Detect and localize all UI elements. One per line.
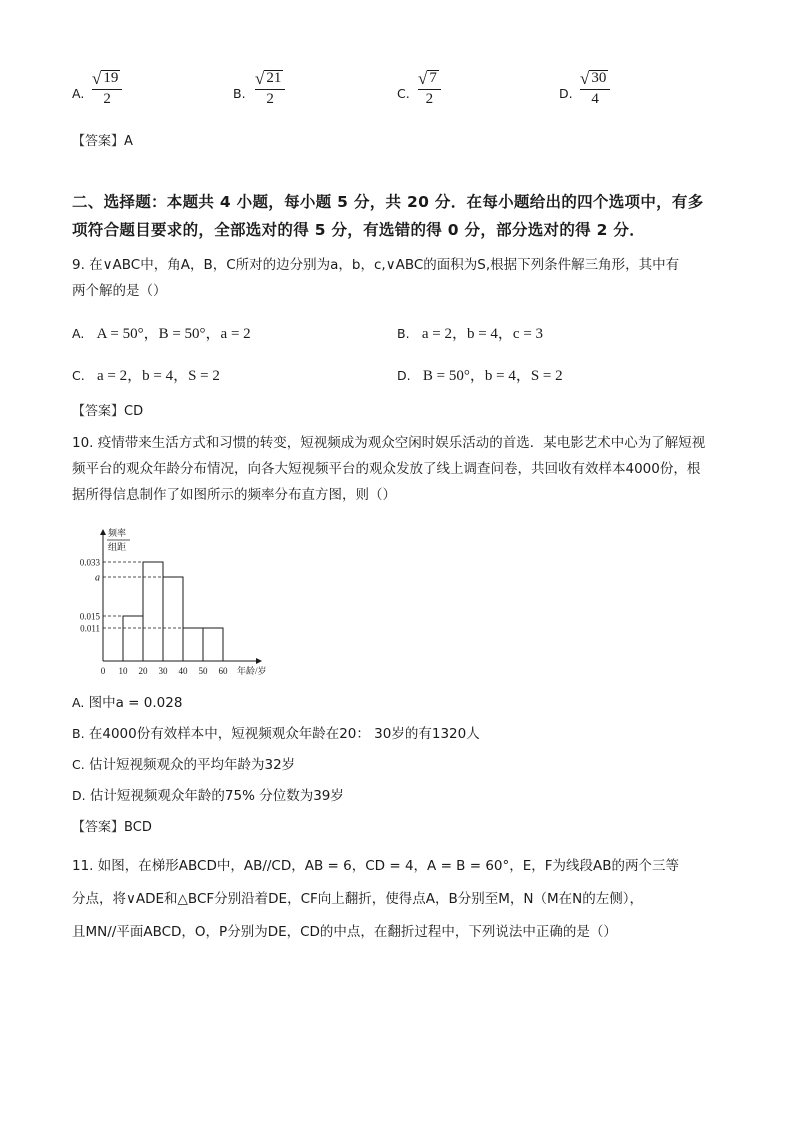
q10-option-c [72,752,480,783]
q10-stem-line-2: 频平台的观众年龄分布情况，向各大短视频平台的观众发放了线上调查问卷，共回收有效样本4000份，根 [72,461,701,477]
q9-option-b-label: B. [397,326,410,341]
q9-stem-line-1: 9. 在∨ABC中，角A，B，C所对的边分别为a，b，c,∨ABC的面积为S,根据下列条件解三角形，其中有 [72,257,680,273]
sqrt-symbol: √ [255,69,265,88]
answer-tag: 答案 [85,404,112,419]
sqrt-symbol: √ [418,69,428,88]
q10-option-b [72,721,480,752]
q8-option-a-fraction [92,70,122,108]
q10-option-a-text: 图中a = 0.028 [88,695,183,711]
q8-option-a-label: A. [72,86,85,101]
q10-option-b-text: 在4000份有效样本中，短视频观众年龄在20： 30岁的有1320人 [88,726,480,742]
q9-option-c [72,364,220,385]
q8-option-b-denominator: 2 [266,91,274,107]
section-heading [72,188,732,244]
q10-answer [72,816,152,835]
q11-stem-line-3: 且MN//平面ABCD，O，P分别为DE，CD的中点，在翻折过程中，下列说法中正确的是（） [72,924,617,940]
q9-option-d-text: B = 50°，b = 4，S = 2 [422,368,563,384]
x-tick-label: 40 [178,666,188,676]
histogram-bar [203,628,223,661]
sqrt-symbol: √ [92,69,102,88]
q8-option-d-radicand: 30 [591,70,607,87]
section-heading-line-2: 项符合题目要求的，全部选对的得 5 分，有选错的得 0 分，部分选对的得 2 分． [72,221,646,239]
q9-stem [72,252,732,304]
q10-option-c-label: C. [72,757,85,772]
q10-stem [72,430,732,508]
q9-answer [72,400,143,419]
q10-option-d [72,783,480,814]
y-tick-label: 0.011 [80,623,100,634]
q10-option-a-label: A. [72,695,85,710]
q8-option-c-denominator: 2 [425,91,434,107]
answer-bracket-open: 【 [72,134,86,149]
answer-bracket-open: 【 [72,404,86,419]
q10-options [72,690,480,814]
q9-option-b-text: a = 2，b = 4，c = 3 [421,326,544,342]
y-tick-label: 0.033 [79,557,100,568]
q9-option-a-label: A. [72,326,85,341]
x-tick-label: 0 [100,666,106,676]
q8-option-d-label: D. [559,86,573,101]
q9-option-b [397,322,543,343]
q8-option-b-fraction [255,70,285,108]
q8-option-c-radicand: 7 [429,70,437,87]
q8-option-a-radicand: 19 [103,70,119,87]
x-axis-label: 年龄/岁 [237,666,267,676]
y-axis-label-top: 频率 [108,528,127,538]
q9-option-d-label: D. [397,368,411,383]
q8-option-c-fraction [418,70,441,108]
section-heading-line-1: 二、选择题：本题共 4 小题，每小题 5 分，共 20 分．在每小题给出的四个选项中，有多 [72,193,704,211]
answer-bracket-open: 【 [72,820,86,835]
answer-tag: 答案 [85,820,112,835]
x-tick-label: 10 [118,666,128,676]
histogram-bar [183,628,203,661]
x-tick-label: 20 [138,666,148,676]
frequency-histogram [72,524,282,682]
histogram-bar [163,577,183,661]
sqrt-symbol: √ [580,69,590,88]
q11-stem [72,850,732,949]
y-tick-label: a [95,572,100,584]
q9-option-a [72,322,251,343]
q11-stem-line-1: 11. 如图，在梯形ABCD中，AB//CD，AB = 6，CD = 4，A = B = 60°，E，F为线段AB的两个三等 [72,858,680,874]
answer-value: A [124,134,133,149]
q8-option-a-denominator: 2 [103,91,111,107]
q8-option-b-label: B. [233,86,246,101]
q11-stem-line-2: 分点，将∨ADE和△BCF分别沿着DE，CF向上翻折，使得点A，B分别至M，N（M在N的左侧）， [72,891,643,907]
q10-stem-line-3: 据所得信息制作了如图所示的频率分布直方图，则（） [72,487,396,503]
answer-value: BCD [124,820,152,835]
q9-option-c-label: C. [72,368,85,383]
answer-value: CD [124,404,144,419]
q10-option-c-text: 估计短视频观众的平均年龄为32岁 [89,757,296,773]
answer-bracket-close: 】 [111,134,125,149]
q10-stem-line-1: 10. 疫情带来生活方式和习惯的转变，短视频成为观众空闲时娱乐活动的首选．某电影艺术中心为了解短视 [72,435,706,451]
x-tick-label: 60 [218,666,228,676]
answer-bracket-close: 】 [111,404,125,419]
q8-option-d-denominator: 4 [591,91,599,107]
q10-option-b-label: B. [72,726,85,741]
q8-option-d-fraction [580,70,610,108]
q9-option-d [397,364,563,385]
q8-answer [72,130,133,149]
x-tick-label: 50 [198,666,208,676]
histogram-bar [123,616,143,661]
answer-bracket-close: 】 [111,820,125,835]
q8-option-c-label: C. [397,86,410,101]
q10-option-d-text: 估计短视频观众年龄的75% 分位数为39岁 [89,788,344,804]
y-tick-label: 0.015 [79,611,100,622]
x-tick-label: 30 [158,666,168,676]
answer-tag: 答案 [85,134,112,149]
q9-option-c-text: a = 2，b = 4，S = 2 [97,368,220,384]
q9-option-a-text: A = 50°，B = 50°，a = 2 [96,326,251,342]
q8-option-b-radicand: 21 [266,70,282,87]
q10-option-d-label: D. [72,788,86,803]
y-axis-label-bottom: 组距 [108,542,127,552]
q10-option-a [72,690,480,721]
q9-stem-line-2: 两个解的是（） [72,283,167,299]
